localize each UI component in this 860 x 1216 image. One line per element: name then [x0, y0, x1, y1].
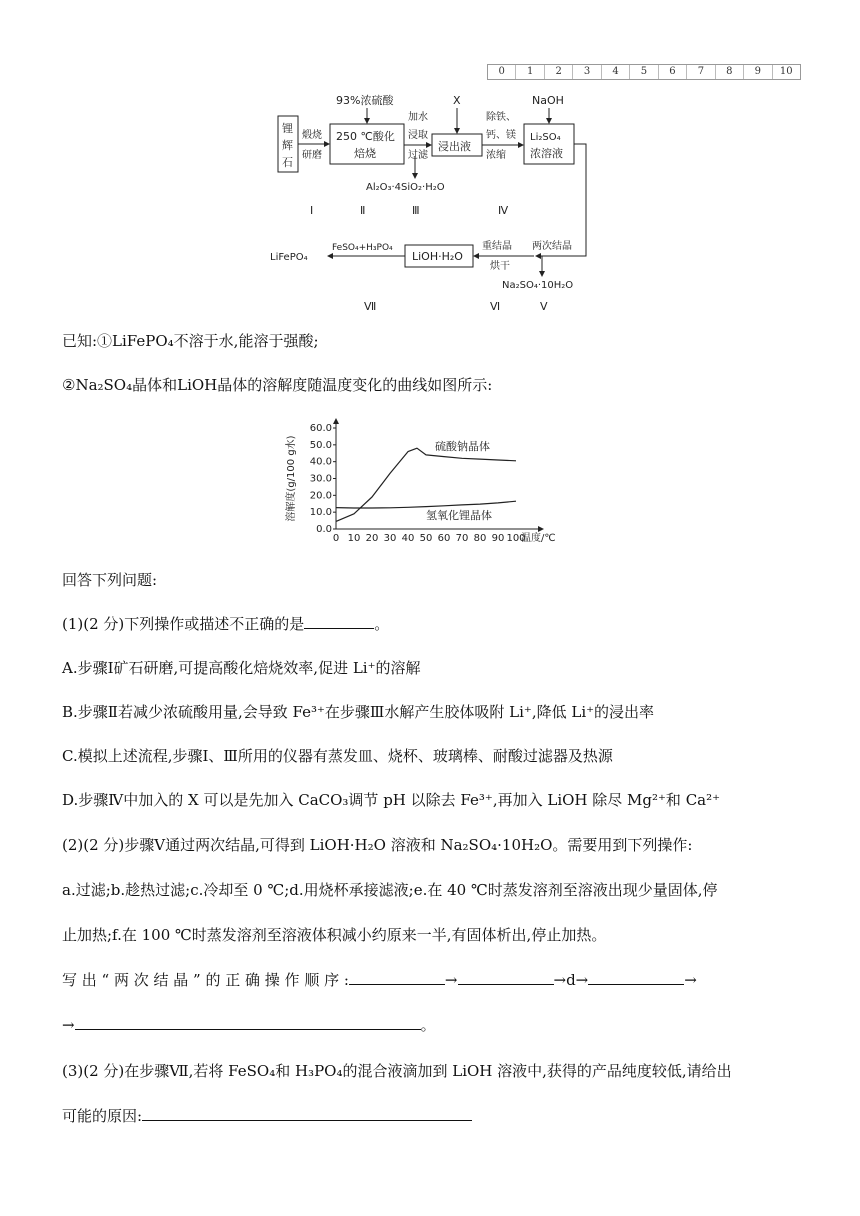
q1-option-c: C.模拟上述流程,步骤Ⅰ、Ⅲ所用的仪器有蒸发皿、烧杯、玻璃棒、耐酸过滤器及热源: [62, 747, 613, 765]
reagents-label: FeSO₄+H₃PO₄: [332, 243, 393, 253]
li2so4-line1: Li₂SO₄: [530, 132, 561, 143]
known-1: 已知:①LiFePO₄不溶于水,能溶于强酸;: [62, 332, 319, 350]
roman-7: Ⅶ: [364, 300, 377, 313]
question-intro: 回答下列问题:: [62, 571, 158, 589]
roman-1: Ⅰ: [310, 204, 314, 217]
acid-label: 93%浓硫酸: [336, 94, 394, 107]
q1-option-d: D.步骤Ⅳ中加入的 X 可以是先加入 CaCO₃调节 pH 以除去 Fe³⁺,再加入 LiOH 除尽 Mg²⁺和 Ca²⁺: [62, 791, 721, 809]
x-tick-label-10: 100: [506, 533, 526, 544]
q3-label: 可能的原因:: [62, 1107, 143, 1125]
ore-char-2: 辉: [282, 139, 293, 152]
scale-tick-3: 3: [572, 65, 600, 79]
arrow-down-right: [536, 144, 586, 256]
scale-tick-6: 6: [658, 65, 686, 79]
q2-end: 。: [420, 1016, 436, 1034]
scale-tick-1: 1: [515, 65, 543, 79]
solubility-chart: [280, 418, 610, 552]
purify-line1: 除铁、: [486, 112, 516, 123]
q2-arrow-1: →: [444, 971, 458, 989]
twice-label: 两次结晶: [532, 241, 572, 252]
ore-char-1: 锂: [282, 122, 293, 135]
scale-tick-5: 5: [629, 65, 657, 79]
leach-line2: 浸取: [408, 130, 428, 141]
series-label-1: 氢氧化锂晶体: [426, 508, 492, 522]
x-tick-label-3: 30: [383, 533, 397, 544]
roman-4: Ⅳ: [498, 204, 509, 217]
q1-answer-blank[interactable]: [304, 614, 374, 629]
x-tick-label-2: 20: [365, 533, 379, 544]
q1-option-b: B.步骤Ⅱ若减少浓硫酸用量,会导致 Fe³⁺在步骤Ⅲ水解产生胶体吸附 Li⁺,降低 Li⁺的浸出率: [62, 703, 655, 721]
q1-option-a: A.步骤Ⅰ矿石研磨,可提高酸化焙烧效率,促进 Li⁺的溶解: [62, 659, 421, 677]
scale-tick-2: 2: [544, 65, 572, 79]
q1-stem: (1)(2 分)下列操作或描述不正确的是: [62, 615, 305, 633]
x-label: X: [453, 94, 461, 107]
y-tick-label-3: 30.0: [309, 473, 332, 485]
y-tick-label-4: 40.0: [309, 456, 332, 468]
x-tick-label-5: 50: [419, 533, 433, 544]
roman-2: Ⅱ: [360, 204, 366, 217]
scale-tick-9: 9: [743, 65, 771, 79]
process-flowchart: [270, 86, 610, 316]
q2-order-line: [62, 970, 697, 990]
scale-tick-10: 10: [772, 65, 800, 79]
lioh-label: LiOH·H₂O: [412, 250, 463, 263]
score-scale: [487, 64, 801, 80]
scale-tick-4: 4: [601, 65, 629, 79]
known-2: ②Na₂SO₄晶体和LiOH晶体的溶解度随温度变化的曲线如图所示:: [62, 376, 493, 394]
x-tick-label-7: 70: [455, 533, 469, 544]
roast-line1: 250 ℃酸化: [336, 130, 395, 143]
y-tick-label-2: 20.0: [309, 490, 332, 502]
q2-ops-line1: a.过滤;b.趁热过滤;c.冷却至 0 ℃;d.用烧杯承接滤液;e.在 40 ℃时蒸发溶剂至溶液出现少量固体,停: [62, 881, 718, 899]
roman-3: Ⅲ: [412, 204, 420, 217]
x-axis-label: 温度/℃: [521, 533, 556, 544]
q2-d: →d→: [553, 971, 589, 989]
residue-label: Al₂O₃·4SiO₂·H₂O: [366, 182, 445, 193]
q2-blank-3[interactable]: [588, 970, 684, 985]
q3-line2: [62, 1106, 472, 1126]
recryst-line1: 重结晶: [482, 241, 512, 252]
q2-order-line2: [62, 1015, 436, 1035]
x-axis-arrow: [538, 526, 544, 532]
y-axis-arrow: [333, 418, 339, 424]
step1-bottom: 研磨: [302, 150, 322, 161]
y-tick-label-1: 10.0: [309, 507, 332, 519]
x-tick-label-6: 60: [437, 533, 451, 544]
q3-line1: (3)(2 分)在步骤Ⅶ,若将 FeSO₄和 H₃PO₄的混合液滴加到 LiOH 溶液中,获得的产品纯度较低,请给出: [62, 1062, 732, 1080]
purify-line3: 浓缩: [486, 150, 506, 161]
q2-stem: (2)(2 分)步骤Ⅴ通过两次结晶,可得到 LiOH·H₂O 溶液和 Na₂SO₄·10H₂O。需要用到下列操作:: [62, 836, 693, 854]
leach-line1: 加水: [408, 112, 428, 123]
q2-blank-1[interactable]: [349, 970, 445, 985]
y-tick-label-0: 0.0: [316, 524, 332, 535]
roman-6: Ⅵ: [490, 300, 501, 313]
q2-order-label: 写 出 “ 两 次 结 晶 ” 的 正 确 操 作 顺 序 :: [62, 971, 349, 989]
ore-char-3: 石: [282, 156, 293, 169]
q2-arrow-3: →: [62, 1016, 75, 1034]
scale-tick-0: 0: [498, 66, 505, 77]
x-tick-label-1: 10: [347, 533, 361, 544]
q1-end: 。: [374, 615, 390, 633]
roman-5: Ⅴ: [540, 300, 548, 313]
leach-line3: 过滤: [408, 150, 428, 161]
purify-line2: 钙、镁: [486, 130, 516, 141]
y-tick-label-6: 60.0: [309, 423, 332, 434]
x-tick-label-9: 90: [491, 533, 505, 544]
li2so4-line2: 浓溶液: [530, 147, 563, 160]
q1-stem-line: [62, 614, 389, 634]
q2-blank-2[interactable]: [458, 970, 554, 985]
x-tick-label-4: 40: [401, 533, 415, 544]
na2so4-label: Na₂SO₄·10H₂O: [502, 280, 574, 291]
leachate-label: 浸出液: [438, 140, 471, 153]
series-label-0: 硫酸钠晶体: [435, 439, 490, 453]
y-tick-label-5: 50.0: [309, 439, 332, 451]
scale-tick-8: 8: [715, 65, 743, 79]
y-axis-label: 溶解度(g/100 g水): [286, 435, 297, 522]
step1-top: 煅烧: [302, 130, 322, 141]
q2-blank-4[interactable]: [75, 1015, 421, 1030]
q2-arrow-2: →: [684, 971, 697, 989]
q3-answer-blank[interactable]: [142, 1106, 472, 1121]
naoh-label: NaOH: [532, 94, 564, 107]
x-tick-label-8: 80: [473, 533, 487, 544]
q2-ops-line2: 止加热;f.在 100 ℃时蒸发溶剂至溶液体积减小约原来一半,有固体析出,停止加热。: [62, 926, 607, 944]
roast-line2: 焙烧: [354, 147, 376, 160]
recryst-line2: 烘干: [490, 261, 510, 272]
x-tick-label-0: 0: [332, 533, 340, 544]
scale-tick-7: 7: [686, 65, 714, 79]
product-label: LiFePO₄: [270, 252, 308, 263]
